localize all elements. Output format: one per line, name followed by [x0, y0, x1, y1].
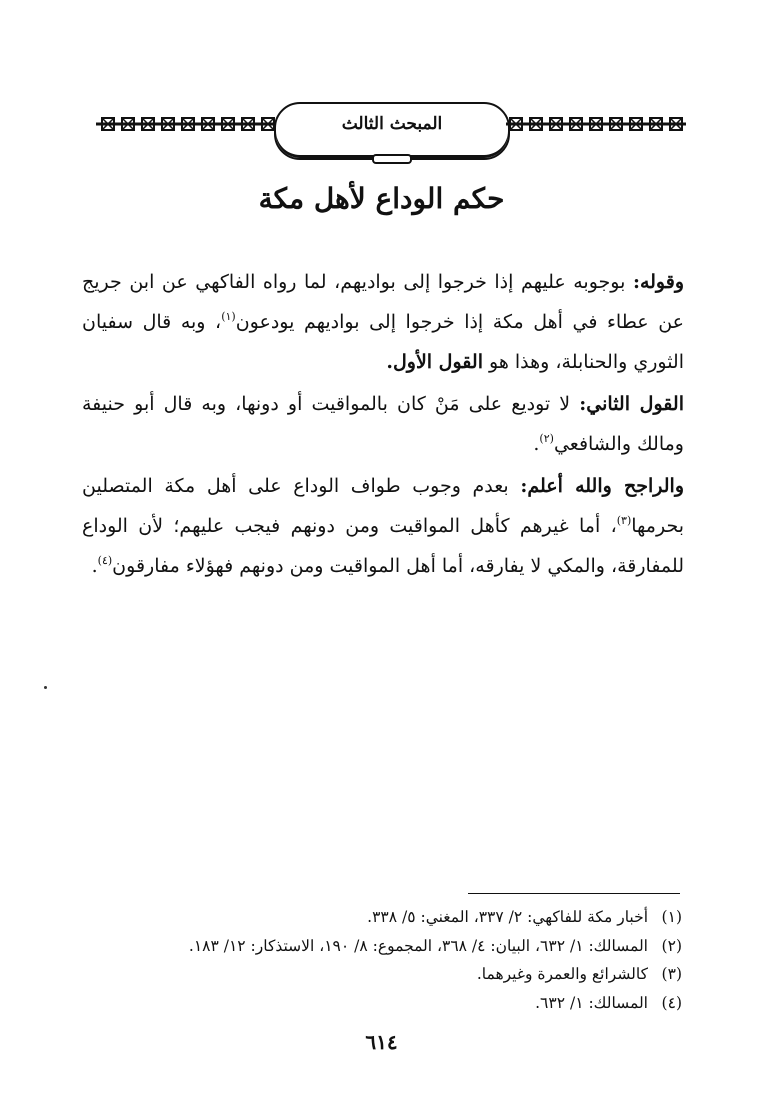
section-header-box	[274, 102, 510, 160]
paragraph-3	[82, 466, 684, 586]
paragraph-2-text: لا توديع على مَنْ كان بالمواقيت أو دونها، وبه قال أبو حنيفة ومالك والشافعي	[82, 393, 684, 455]
paragraph-2-end: .	[533, 433, 540, 455]
paragraph-1-text: بوجوبه عليهم إذا خرجوا إلى بواديهم، لما رواه الفاكهي عن ابن جريج عن عطاء في أهل مكة إذا خرجوا إلى بواديهم يودعون	[82, 271, 684, 333]
section-label: المبحث الثالث	[341, 114, 443, 134]
footnote-number: (١)	[661, 908, 682, 926]
footnote-1	[96, 903, 682, 932]
header-ornament	[96, 112, 686, 138]
footnote-text: المسالك: ١/ ٦٣٢، البيان: ٤/ ٣٦٨، المجموع: ٨/ ١٩٠، الاستذكار: ١٢/ ١٨٣.	[188, 936, 648, 955]
paragraph-3-text-cont: ، أما غيرهم كأهل المواقيت ومن دونهم فيجب عليهم؛ لأن الوداع للمفارقة، والمكي لا يفارقه، أما أهل المواقيت ومن دونهم فهؤلاء مفارقون	[82, 515, 684, 577]
paragraph-3-text: بعدم وجوب طواف الوداع على أهل مكة المتصلين بحرمها	[82, 475, 684, 537]
footnote-number: (٢)	[661, 936, 682, 955]
paragraph-3-lead: والراجح والله أعلم:	[520, 475, 684, 497]
footnote-ref-4: (٤)	[97, 554, 113, 567]
paragraph-1-lead: وقوله:	[632, 271, 684, 293]
footnote-2	[96, 932, 682, 961]
body-text	[82, 262, 684, 588]
footnote-text: أخبار مكة للفاكهي: ٢/ ٣٣٧، المغني: ٥/ ٣٣٨.	[367, 908, 648, 926]
paragraph-1-text-cont: ، وبه قال سفيان الثوري والحنابلة، وهذا هو	[82, 311, 684, 373]
paragraph-3-end: .	[91, 555, 98, 577]
scan-speck	[44, 686, 47, 689]
footnote-number: (٣)	[661, 965, 682, 983]
footnote-ref-2: (٢)	[539, 432, 554, 445]
paragraph-1	[82, 262, 684, 382]
paragraph-2-lead: القول الثاني:	[579, 393, 684, 415]
footnote-number: (٤)	[661, 993, 682, 1012]
footnote-3	[96, 960, 682, 989]
ornament-band-left-icon	[96, 116, 281, 132]
footnotes	[96, 903, 682, 1017]
footnote-divider	[468, 893, 680, 894]
ornament-band-right-icon	[506, 116, 686, 132]
footnote-ref-3: (٣)	[616, 514, 632, 527]
section-box-tab	[372, 154, 412, 164]
footnote-4	[96, 989, 682, 1018]
paragraph-1-bold-end: القول الأول.	[386, 351, 483, 373]
footnote-text: المسالك: ١/ ٦٣٢.	[535, 993, 648, 1012]
paragraph-2	[82, 384, 684, 464]
page-number: ٦١٤	[365, 1030, 398, 1054]
chapter-title: حكم الوداع لأهل مكة	[258, 182, 505, 215]
footnote-ref-1: (١)	[221, 310, 236, 323]
footnote-text: كالشرائع والعمرة وغيرهما.	[476, 965, 648, 983]
